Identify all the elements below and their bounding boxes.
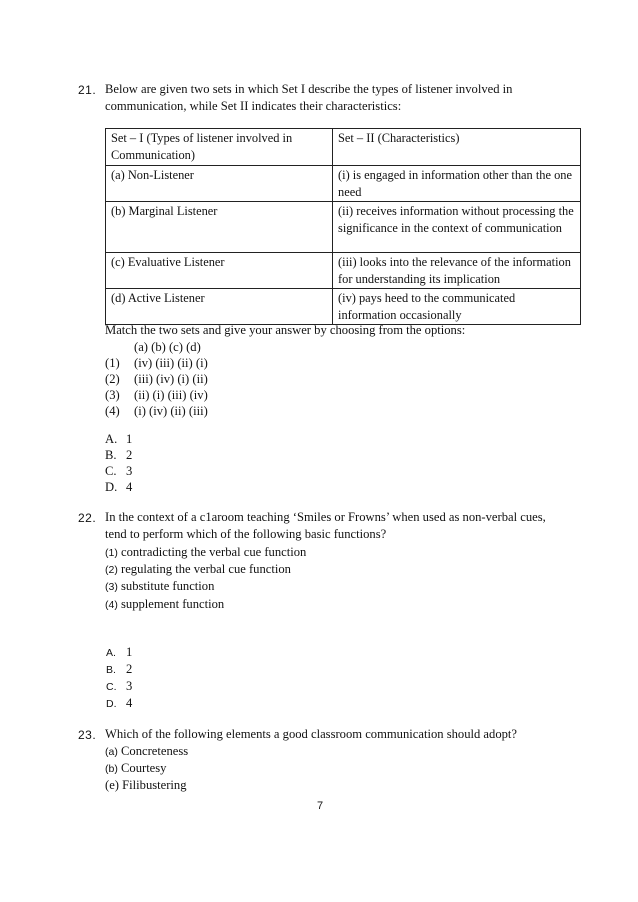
q23-option <box>105 760 166 778</box>
q22-option <box>105 578 214 596</box>
table-cell: (b) Marginal Listener <box>106 202 333 253</box>
table-cell: (ii) receives information without processing the significance in the context of communication <box>333 202 581 253</box>
q22-stem-line2: tend to perform which of the following basic functions? <box>105 527 387 541</box>
q21-answer-value: 4 <box>126 480 133 494</box>
q22-option-text: regulating the verbal cue function <box>121 562 291 576</box>
q21-stem-line1: Below are given two sets in which Set I describe the types of listener involved in <box>105 82 513 96</box>
q22-answer-value: 4 <box>126 696 133 710</box>
q22-answer-letter: A. <box>106 647 116 659</box>
q22-answer-letter: D. <box>106 698 117 710</box>
q23-option <box>105 743 188 761</box>
q21-stem-line2: communication, while Set II indicates their characteristics: <box>105 99 402 113</box>
q23-option-num: (b) <box>105 763 118 775</box>
q21-option-text: (iv) (iii) (ii) (i) <box>134 356 208 370</box>
q22-answer-letter: C. <box>106 681 117 693</box>
q22-option-text: supplement function <box>121 597 225 611</box>
q23-stem: Which of the following elements a good classroom communication should adopt? <box>105 727 518 741</box>
q22-answer-value: 1 <box>126 645 133 659</box>
q23-option-num: (a) <box>105 746 118 758</box>
q21-option-text: (ii) (i) (iii) (iv) <box>134 388 208 402</box>
q21-option-num: (4) <box>105 404 120 418</box>
q21-option-num: (2) <box>105 372 120 386</box>
table-row <box>106 202 581 253</box>
table-cell: (iii) looks into the relevance of the information for understanding its implication <box>333 253 581 289</box>
q21-answer-letter: C. <box>105 464 117 478</box>
q22-number: 22. <box>78 511 97 525</box>
q21-answer-letter: A. <box>105 432 118 446</box>
q22-answer-value: 3 <box>126 679 133 693</box>
q21-answer-value: 3 <box>126 464 133 478</box>
table-cell: (c) Evaluative Listener <box>106 253 333 289</box>
q21-number: 21. <box>78 83 97 97</box>
q23-number: 23. <box>78 728 97 742</box>
q22-option-num: (1) <box>105 547 118 559</box>
q21-match-instruction: Match the two sets and give your answer by choosing from the options: <box>105 323 466 337</box>
q23-option-num: (e) <box>105 778 119 792</box>
q21-answer-letter: B. <box>105 448 117 462</box>
table-header-set2: Set – II (Characteristics) <box>333 129 581 166</box>
q22-answer-letter: B. <box>106 664 116 676</box>
q22-option-num: (3) <box>105 581 118 593</box>
q22-option-num: (4) <box>105 599 118 611</box>
q21-answer-value: 2 <box>126 448 133 462</box>
page-number: 7 <box>317 800 324 812</box>
q21-option-num: (3) <box>105 388 120 402</box>
table-header-set1: Set – I (Types of listener involved in Communication) <box>106 129 333 166</box>
q23-option <box>105 777 187 794</box>
table-cell: (i) is engaged in information other than the one need <box>333 166 581 202</box>
table-row <box>106 166 581 202</box>
q22-option-text: substitute function <box>121 579 215 593</box>
q21-answer-letter: D. <box>105 480 118 494</box>
q21-answer-value: 1 <box>126 432 133 446</box>
q21-option-num: (1) <box>105 356 120 370</box>
q23-option-text: Filibustering <box>122 778 187 792</box>
q23-option-text: Courtesy <box>121 761 167 775</box>
q21-column-header: (a) (b) (c) (d) <box>134 340 201 354</box>
q21-option-text: (iii) (iv) (i) (ii) <box>134 372 208 386</box>
table-row <box>106 253 581 289</box>
q21-match-table <box>105 128 581 325</box>
table-cell: (iv) pays heed to the communicated information occasionally <box>333 289 581 325</box>
q22-option <box>105 544 306 562</box>
q22-option <box>105 596 224 614</box>
q22-answer-value: 2 <box>126 662 133 676</box>
q22-option-num: (2) <box>105 564 118 576</box>
table-cell: (a) Non-Listener <box>106 166 333 202</box>
q21-option-text: (i) (iv) (ii) (iii) <box>134 404 208 418</box>
table-cell: (d) Active Listener <box>106 289 333 325</box>
q23-option-text: Concreteness <box>121 744 189 758</box>
q22-option-text: contradicting the verbal cue function <box>121 545 307 559</box>
table-header-row <box>106 129 581 166</box>
q22-stem-line1: In the context of a c1aroom teaching ‘Smiles or Frowns’ when used as non-verbal cues, <box>105 510 546 524</box>
table-row <box>106 289 581 325</box>
q22-option <box>105 561 291 579</box>
